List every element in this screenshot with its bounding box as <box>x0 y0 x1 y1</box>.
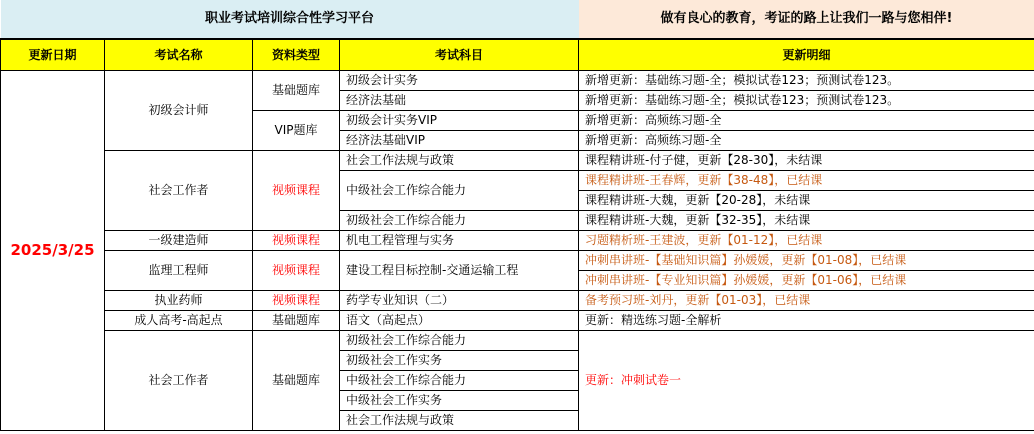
table-row <box>1 151 1034 171</box>
exam-name: 社会工作者 <box>105 151 253 231</box>
table-row <box>1 331 1034 351</box>
exam-subject: 语文（高起点） <box>340 311 579 331</box>
update-detail: 冲刺串讲班-【基础知识篇】孙媛媛，更新【01-08】，已结课 <box>579 251 1034 271</box>
update-detail: 课程精讲班-王春辉，更新【38-48】，已结课 <box>579 171 1034 191</box>
exam-subject: 经济法基础 <box>340 91 579 111</box>
exam-subject: 社会工作法规与政策 <box>340 151 579 171</box>
material-type: 视频课程 <box>253 151 340 231</box>
exam-subject: 中级社会工作实务 <box>340 391 579 411</box>
update-detail: 新增更新：基础练习题-全；模拟试卷123；预测试卷123。 <box>579 71 1034 91</box>
update-detail: 更新：精选练习题-全解析 <box>579 311 1034 331</box>
slogan: 做有良心的教育，考证的路上让我们一路与您相伴! <box>579 0 1034 39</box>
exam-name: 社会工作者 <box>105 331 253 431</box>
exam-subject: 初级社会工作实务 <box>340 351 579 371</box>
header-exam-subject: 考试科目 <box>340 39 579 71</box>
update-detail: 课程精讲班-大魏，更新【32-35】，未结课 <box>579 211 1034 231</box>
update-detail: 更新：冲刺试卷一 <box>579 331 1034 431</box>
header-row <box>1 39 1034 71</box>
update-detail: 新增更新：基础练习题-全；模拟试卷123；预测试卷123。 <box>579 91 1034 111</box>
material-type: 基础题库 <box>253 331 340 431</box>
update-detail: 课程精讲班-付子健，更新【28-30】，未结课 <box>579 151 1034 171</box>
exam-subject: 中级社会工作综合能力 <box>340 171 579 211</box>
exam-name: 一级建造师 <box>105 231 253 251</box>
table-row <box>1 71 1034 91</box>
exam-subject: 药学专业知识（二） <box>340 291 579 311</box>
header-update-details: 更新明细 <box>579 39 1034 71</box>
exam-subject: 初级社会工作综合能力 <box>340 331 579 351</box>
update-detail: 课程精讲班-大魏，更新【20-28】，未结课 <box>579 191 1034 211</box>
exam-name: 成人高考-高起点 <box>105 311 253 331</box>
exam-subject: 初级会计实务 <box>340 71 579 91</box>
exam-subject: 初级社会工作综合能力 <box>340 211 579 231</box>
exam-subject: 建设工程目标控制-交通运输工程 <box>340 251 579 291</box>
table-row <box>1 291 1034 311</box>
material-type: VIP题库 <box>253 111 340 151</box>
exam-name: 初级会计师 <box>105 71 253 151</box>
table-row <box>1 251 1034 271</box>
material-type: 视频课程 <box>253 291 340 311</box>
update-detail: 冲刺串讲班-【专业知识篇】孙媛媛，更新【01-06】，已结课 <box>579 271 1034 291</box>
header-exam-name: 考试名称 <box>105 39 253 71</box>
exam-subject: 经济法基础VIP <box>340 131 579 151</box>
update-detail: 新增更新：高频练习题-全 <box>579 111 1034 131</box>
update-detail: 备考预习班-刘丹，更新【01-03】，已结课 <box>579 291 1034 311</box>
table-row <box>1 231 1034 251</box>
update-detail: 习题精析班-王建波，更新【01-12】，已结课 <box>579 231 1034 251</box>
exam-name: 执业药师 <box>105 291 253 311</box>
update-date: 2025/3/25 <box>1 71 105 431</box>
header-material-type: 资料类型 <box>253 39 340 71</box>
exam-subject: 中级社会工作综合能力 <box>340 371 579 391</box>
exam-name: 监理工程师 <box>105 251 253 291</box>
header-update-date: 更新日期 <box>1 39 105 71</box>
exam-subject: 初级会计实务VIP <box>340 111 579 131</box>
material-type: 基础题库 <box>253 71 340 111</box>
platform-title: 职业考试培训综合性学习平台 <box>1 0 579 39</box>
table-row <box>1 311 1034 331</box>
material-type: 基础题库 <box>253 311 340 331</box>
banner-row <box>1 0 1034 39</box>
material-type: 视频课程 <box>253 251 340 291</box>
exam-subject: 社会工作法规与政策 <box>340 411 579 431</box>
exam-subject: 机电工程管理与实务 <box>340 231 579 251</box>
material-type: 视频课程 <box>253 231 340 251</box>
update-detail: 新增更新：高频练习题-全 <box>579 131 1034 151</box>
